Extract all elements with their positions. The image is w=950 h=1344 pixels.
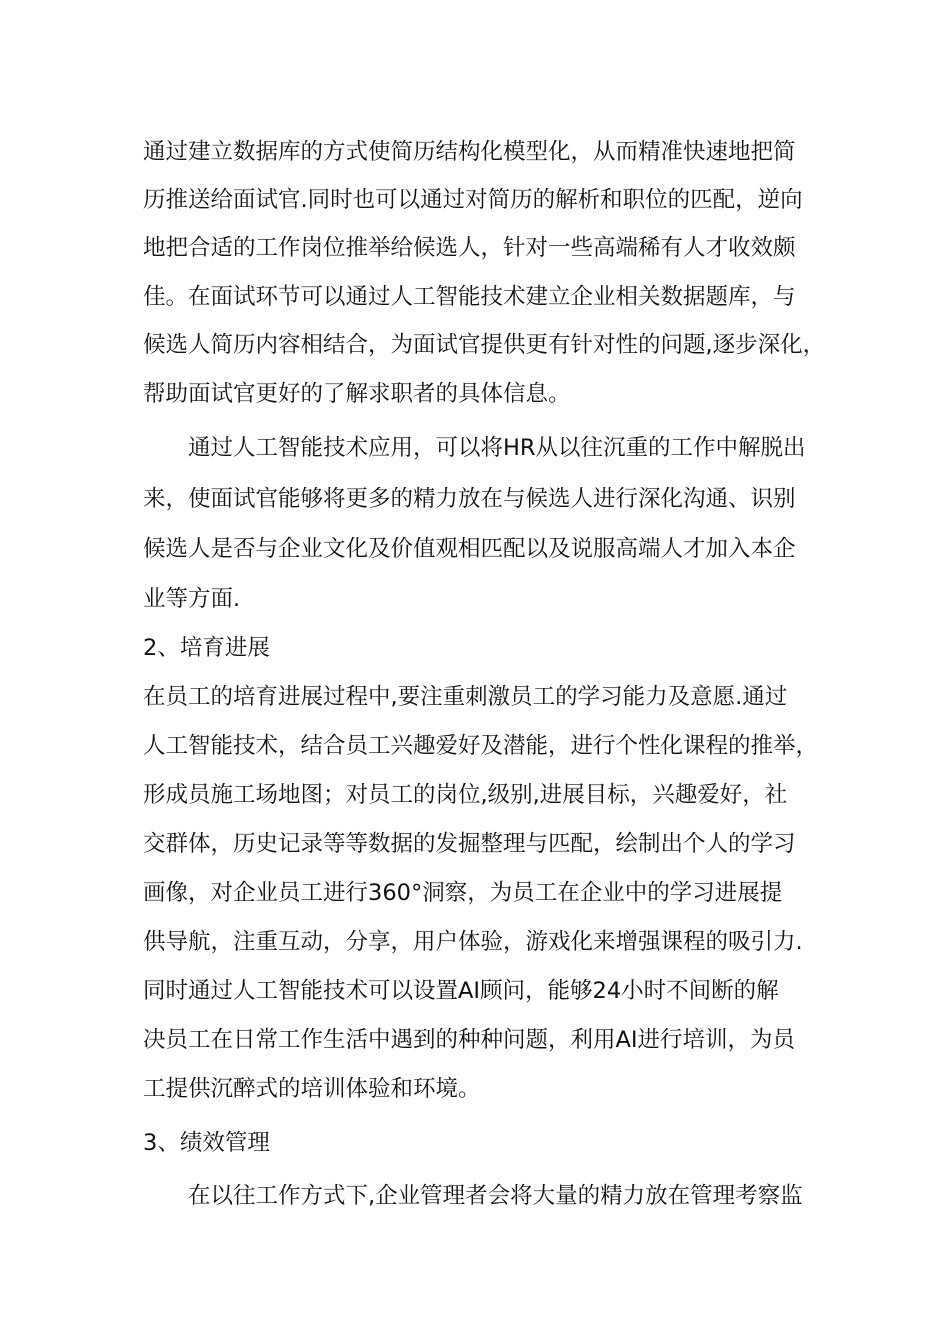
- paragraph-line: 在员工的培育进展过程中,要注重刺激员工的学习能力及意愿.通过: [143, 684, 788, 710]
- section-heading: 2、培育进展: [143, 635, 270, 661]
- paragraph-line: 通过建立数据库的方式使简历结构化模型化，从而精准快速地把简: [143, 139, 796, 165]
- paragraph-line: 业等方面.: [143, 586, 241, 612]
- paragraph-line: 画像，对企业员工进行360°洞察，为员工在企业中的学习进展提: [143, 880, 783, 906]
- paragraph-line: 人工智能技术，结合员工兴趣爱好及潜能，进行个性化课程的推举，: [143, 733, 819, 759]
- paragraph-line: 形成员施工场地图；对员工的岗位,级别,进展目标，兴趣爱好，社: [143, 782, 788, 808]
- paragraph-line: 来，使面试官能够将更多的精力放在与候选人进行深化沟通、识别: [143, 486, 796, 512]
- paragraph-line: 佳。在面试环节可以通过人工智能技术建立企业相关数据题库，与: [143, 284, 796, 310]
- paragraph-line: 候选人简历内容相结合，为面试官提供更有针对性的问题,逐步深化，: [143, 332, 826, 358]
- paragraph-line: 工提供沉醉式的培训体验和环境。: [143, 1076, 481, 1102]
- section-heading: 3、绩效管理: [143, 1130, 270, 1156]
- paragraph-line: 同时通过人工智能技术可以设置AI顾问，能够24小时不间断的解: [143, 978, 779, 1004]
- paragraph-line: 决员工在日常工作生活中遇到的种种问题，利用AI进行培训，为员: [143, 1027, 796, 1053]
- paragraph-line: 通过人工智能技术应用，可以将HR从以往沉重的工作中解脱出: [188, 435, 806, 461]
- paragraph-line: 候选人是否与企业文化及价值观相匹配以及说服高端人才加入本企: [143, 536, 796, 562]
- paragraph-line: 帮助面试官更好的了解求职者的具体信息。: [143, 381, 571, 407]
- paragraph-line: 在以往工作方式下,企业管理者会将大量的精力放在管理考察监: [188, 1183, 803, 1209]
- paragraph-line: 交群体，历史记录等等数据的发掘整理与匹配，绘制出个人的学习: [143, 831, 796, 857]
- paragraph-line: 供导航，注重互动，分享，用户体验，游戏化来增强课程的吸引力.: [143, 929, 803, 955]
- paragraph-line: 地把合适的工作岗位推举给候选人，针对一些高端稀有人才收效颇: [143, 235, 796, 261]
- paragraph-line: 历推送给面试官.同时也可以通过对简历的解析和职位的匹配，逆向: [143, 187, 803, 213]
